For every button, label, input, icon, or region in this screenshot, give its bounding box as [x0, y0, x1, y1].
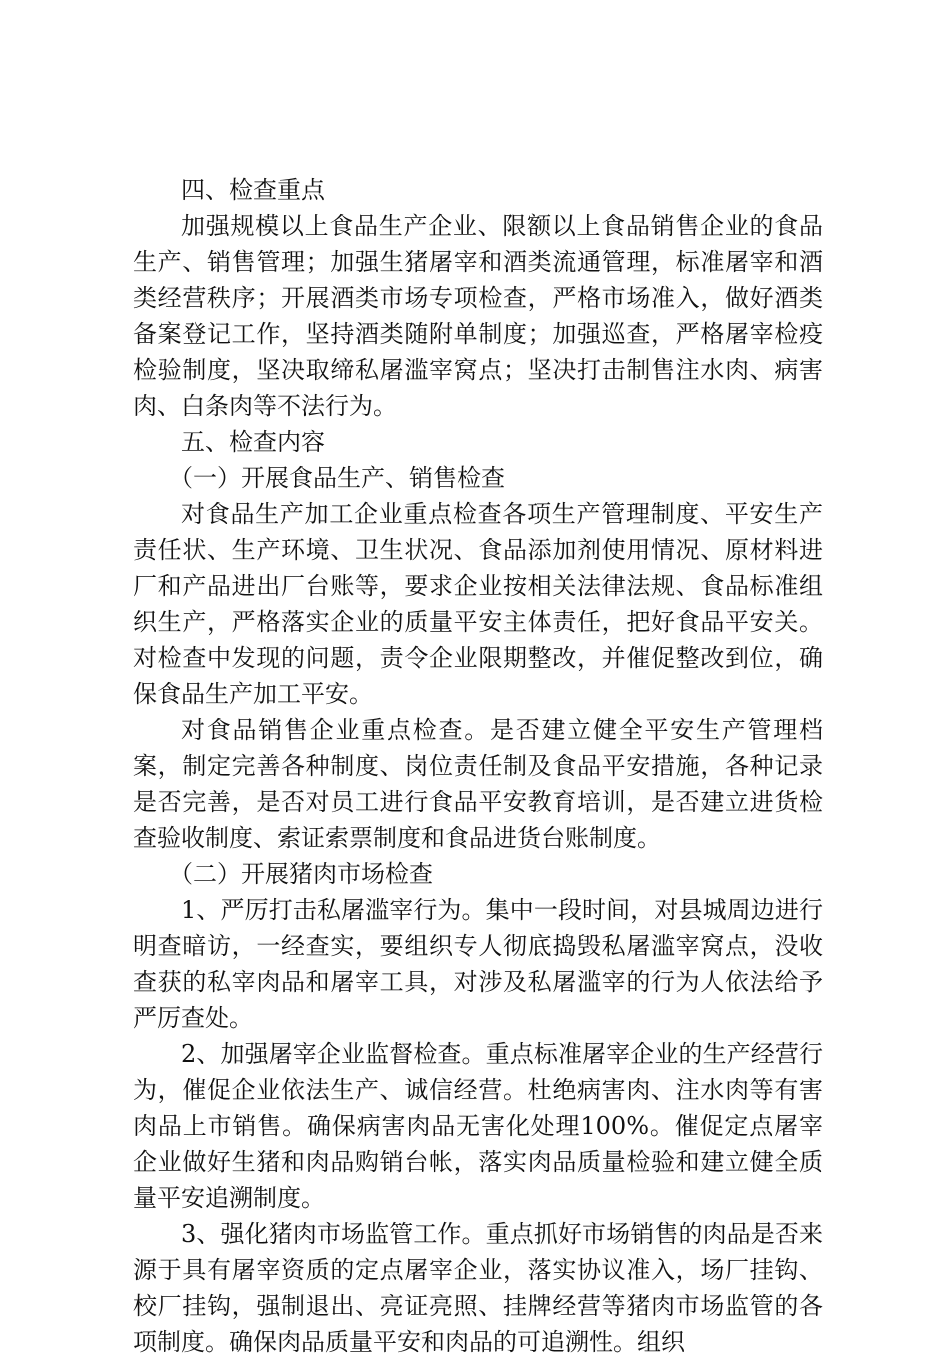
- paragraph: 对食品销售企业重点检查。是否建立健全平安生产管理档案，制定完善各种制度、岗位责任制及食品平安措施，各种记录是否完善，是否对员工进行食品平安教育培训，是否建立进货检查验收制度、索证索票制度和食品进货台账制度。: [133, 716, 823, 852]
- paragraph: 2、加强屠宰企业监督检查。重点标准屠宰企业的生产经营行为，催促企业依法生产、诚信经营。杜绝病害肉、注水肉等有害肉品上市销售。确保病害肉品无害化处理100%。催促定点屠宰企业做好生猪和肉品购销台帐，落实肉品质量检验和建立健全质量平安追溯制度。: [133, 1040, 823, 1212]
- paragraph: 对食品生产加工企业重点检查各项生产管理制度、平安生产责任状、生产环境、卫生状况、食品添加剂使用情况、原材料进厂和产品进出厂台账等，要求企业按相关法律法规、食品标准组织生产，严格落实企业的质量平安主体责任，把好食品平安关。对检查中发现的问题，责令企业限期整改，并催促整改到位，确保食品生产加工平安。: [133, 500, 823, 708]
- subsection-heading-pork-market: （二）开展猪肉市场检查: [169, 860, 433, 888]
- paragraph: 3、强化猪肉市场监管工作。重点抓好市场销售的肉品是否来源于具有屠宰资质的定点屠宰企业，落实协议准入，场厂挂钩、校厂挂钩，强制退出、亮证亮照、挂牌经营等猪肉市场监管的各项制度。确保肉品质量平安和肉品的可追溯性。组织: [133, 1220, 823, 1356]
- section-heading-inspection-content: 五、检查内容: [181, 428, 325, 456]
- paragraph: 加强规模以上食品生产企业、限额以上食品销售企业的食品生产、销售管理；加强生猪屠宰和酒类流通管理，标准屠宰和酒类经营秩序；开展酒类市场专项检查，严格市场准入，做好酒类备案登记工作，坚持酒类随附单制度；加强巡查，严格屠宰检疫检验制度，坚决取缔私屠滥宰窝点；坚决打击制售注水肉、病害肉、白条肉等不法行为。: [133, 212, 823, 420]
- subsection-heading-food-production: （一）开展食品生产、销售检查: [169, 464, 505, 492]
- paragraph: 1、严厉打击私屠滥宰行为。集中一段时间，对县城周边进行明查暗访，一经查实，要组织专人彻底捣毁私屠滥宰窝点，没收查获的私宰肉品和屠宰工具，对涉及私屠滥宰的行为人依法给予严厉查处。: [133, 896, 823, 1032]
- document-body: [133, 172, 823, 1360]
- section-heading-inspection-focus: 四、检查重点: [181, 176, 325, 204]
